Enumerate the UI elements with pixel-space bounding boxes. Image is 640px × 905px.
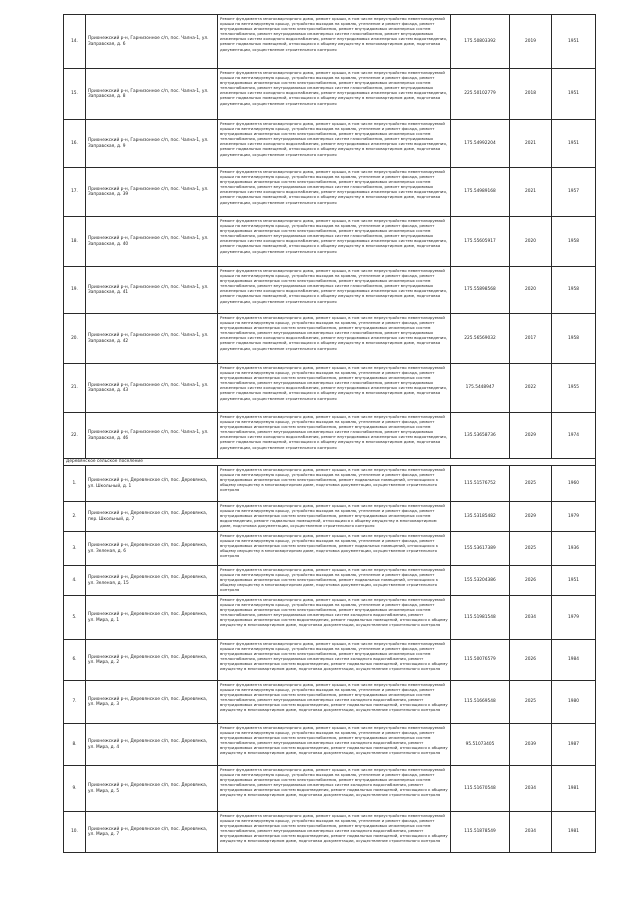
address-cell: Прионежский р-н, Гарнизонное с/п, пос. Чална-1, ул. Заправская, д. 46 — [86, 413, 218, 459]
table-row — [64, 364, 596, 413]
repair-year-cell: 2021 — [510, 168, 552, 217]
build-year-cell: 1981 — [552, 812, 596, 853]
cost-cell: 155.53617389 — [451, 532, 510, 566]
address-cell: Прионежский р-н, Гарнизонное с/п, пос. Чална-1, ул. Заправская, д. 42 — [86, 314, 218, 364]
repair-year-cell: 2034 — [510, 766, 552, 812]
address-cell: Прионежский р-н, Деревянское с/п, пос. Деревянка, ул. Зеленая, д. 15 — [86, 566, 218, 596]
cost-cell: 115.51576752 — [451, 466, 510, 502]
row-number: 4. — [64, 566, 86, 596]
address-cell: Прионежский р-н, Гарнизонное с/п, пос. Чална-1, ул. Заправская, д. 8 — [86, 69, 218, 120]
address-cell: Прионежский р-н, Деревянское с/п, пос. Деревянка, ул. Мира, д. 3 — [86, 681, 218, 724]
build-year-cell: 1974 — [552, 413, 596, 459]
build-year-cell: 1951 — [552, 69, 596, 120]
table-row — [64, 766, 596, 812]
cost-cell: 115.51670548 — [451, 766, 510, 812]
table-row — [64, 217, 596, 267]
address-cell: Прионежский р-н, Гарнизонное с/п, пос. Чална-1, ул. Заправская, д. 39 — [86, 168, 218, 217]
address-cell: Прионежский р-н, Деревянское с/п, пос. Деревянка, ул. Мира, д. 2 — [86, 640, 218, 681]
build-year-cell: 1936 — [552, 532, 596, 566]
build-year-cell: 1951 — [552, 15, 596, 69]
table-row — [64, 812, 596, 853]
address-cell: Прионежский р-н, Гарнизонное с/п, пос. Чална-1, ул. Заправская, д. 40 — [86, 217, 218, 267]
repair-year-cell: 2017 — [510, 314, 552, 364]
work-description-cell: Ремонт фундамента многоквартирного дома, ремонт крыши, в том числе переустройство невентилируемой крыши на вентилируемую крышу, устройство выходов на кровлю, утепление и ремонт фасада, ремонт внутридомовых инженерных систем электроснабжения, ремонт внутридомовых инженерных систем теплоснабжения, ремонт внутридомовых инженерных систем холодного водоснабжения, ремонт внутридомовых инженерных систем водоотведения, ремонт подвальных помещений, относящихся к общему имуществу в многоквартирном доме, подготовка документации, осуществление строительного контроля — [218, 766, 451, 812]
row-number: 14. — [64, 15, 86, 69]
cost-cell: 175.54989168 — [451, 168, 510, 217]
cost-cell: 175.54992204 — [451, 120, 510, 168]
cost-cell: 95.51073405 — [451, 724, 510, 766]
repair-year-cell: 2039 — [510, 724, 552, 766]
address-cell: Прионежский р-н, Деревянское с/п, пос. Деревянка, ул. Мира, д. 1 — [86, 596, 218, 640]
table-row — [64, 267, 596, 314]
build-year-cell: 1958 — [552, 314, 596, 364]
table-row — [64, 168, 596, 217]
repair-year-cell: 2029 — [510, 413, 552, 459]
work-description-cell: Ремонт фундамента многоквартирного дома, ремонт крыши, в том числе переустройство невентилируемой крыши на вентилируемую крышу, устройство выходов на кровлю, утепление и ремонт фасада, ремонт внутридомовых инженерных систем электроснабжения, ремонт внутридомовых инженерных систем теплоснабжения, ремонт внутридомовых инженерных систем холодного водоснабжения, ремонт внутридомовых инженерных систем водоотведения, ремонт подвальных помещений, относящихся к общему имуществу в многоквартирном доме, подготовка документации, осуществление строительного контроля — [218, 681, 451, 724]
repair-year-cell: 2019 — [510, 15, 552, 69]
work-description-cell: Ремонт фундамента многоквартирного дома, ремонт крыши, в том числе переустройство невентилируемой крыши на вентилируемую крышу, устройство выходов на кровлю, утепление и ремонт фасада, ремонт внутридомовых инженерных систем электроснабжения, ремонт внутридомовых инженерных систем теплоснабжения, ремонт внутридомовых инженерных систем газоснабжения, ремонт внутридомовых инженерных систем холодного водоснабжения, ремонт внутридомовых инженерных систем водоотведения, ремонт подвальных помещений, относящихся к общему имуществу в многоквартирном доме, подготовка документации, осуществление строительного контроля — [218, 217, 451, 267]
work-description-cell: Ремонт фундамента многоквартирного дома, ремонт крыши, в том числе переустройство невентилируемой крыши на вентилируемую крышу, устройство выходов на кровлю, утепление и ремонт фасада, ремонт внутридомовых инженерных систем электроснабжения, ремонт внутридомовых инженерных систем теплоснабжения, ремонт внутридомовых инженерных систем газоснабжения, ремонт внутридомовых инженерных систем холодного водоснабжения, ремонт внутридомовых инженерных систем водоотведения, ремонт подвальных помещений, относящихся к общему имуществу в многоквартирном доме, подготовка документации, осуществление строительного контроля — [218, 314, 451, 364]
repair-year-cell: 2020 — [510, 267, 552, 314]
cost-cell: 135.53658736 — [451, 413, 510, 459]
build-year-cell: 1958 — [552, 217, 596, 267]
work-description-cell: Ремонт фундамента многоквартирного дома, ремонт крыши, в том числе переустройство невентилируемой крыши на вентилируемую крышу, устройство выходов на кровлю, утепление и ремонт фасада, ремонт внутридомовых инженерных систем электроснабжения, ремонт внутридомовых инженерных систем теплоснабжения, ремонт внутридомовых инженерных систем газоснабжения, ремонт внутридомовых инженерных систем холодного водоснабжения, ремонт внутридомовых инженерных систем водоотведения, ремонт подвальных помещений, относящихся к общему имуществу в многоквартирном доме, подготовка документации, осуществление строительного контроля — [218, 267, 451, 314]
work-description-cell: Ремонт фундамента многоквартирного дома, ремонт крыши, в том числе переустройство невентилируемой крыши на вентилируемую крышу, устройство выходов на кровлю, утепление и ремонт фасада, ремонт внутридомовых инженерных систем электроснабжения, ремонт внутридомовых инженерных систем теплоснабжения, ремонт внутридомовых инженерных систем газоснабжения, ремонт внутридомовых инженерных систем холодного водоснабжения, ремонт внутридомовых инженерных систем водоотведения, ремонт подвальных помещений, относящихся к общему имуществу в многоквартирном доме, подготовка документации, осуществление строительного контроля — [218, 69, 451, 120]
row-number: 16. — [64, 120, 86, 168]
work-description-cell: Ремонт фундамента многоквартирного дома, ремонт крыши, в том числе переустройство невентилируемой крыши на вентилируемую крышу, устройство выходов на кровлю, утепление и ремонт фасада, ремонт внутридомовых инженерных систем электроснабжения, ремонт внутридомовых инженерных систем теплоснабжения, ремонт внутридомовых инженерных систем холодного водоснабжения, ремонт внутридомовых инженерных систем водоотведения, ремонт подвальных помещений, относящихся к общему имуществу в многоквартирном доме, подготовка документации, осуществление строительного контроля — [218, 596, 451, 640]
row-number: 3. — [64, 532, 86, 566]
cost-cell: 175.55605917 — [451, 217, 510, 267]
repair-year-cell: 2026 — [510, 640, 552, 681]
build-year-cell: 1955 — [552, 364, 596, 413]
work-description-cell: Ремонт фундамента многоквартирного дома, ремонт крыши, в том числе переустройство невентилируемой крыши на вентилируемую крышу, устройство выходов на кровлю, утепление и ремонт фасада, ремонт внутридомовых инженерных систем электроснабжения, ремонт внутридомовых инженерных систем теплоснабжения, ремонт внутридомовых инженерных систем газоснабжения, ремонт внутридомовых инженерных систем холодного водоснабжения, ремонт внутридомовых инженерных систем водоотведения, ремонт подвальных помещений, относящихся к общему имуществу в многоквартирном доме, подготовка документации, осуществление строительного контроля — [218, 168, 451, 217]
work-description-cell: Ремонт фундамента многоквартирного дома, ремонт крыши, в том числе переустройство невентилируемой крыши на вентилируемую крышу, устройство выходов на кровлю, утепление и ремонт фасада, ремонт внутридомовых инженерных систем электроснабжения, ремонт внутридомовых инженерных систем теплоснабжения, ремонт внутридомовых инженерных систем газоснабжения, ремонт внутридомовых инженерных систем холодного водоснабжения, ремонт внутридомовых инженерных систем водоотведения, ремонт подвальных помещений, относящихся к общему имуществу в многоквартирном доме, подготовка документации, осуществление строительного контроля — [218, 413, 451, 459]
repair-year-cell: 2029 — [510, 502, 552, 532]
table-row — [64, 566, 596, 596]
row-number: 2. — [64, 502, 86, 532]
address-cell: Прионежский р-н, Деревянское с/п, пос. Деревянка, ул. Мира, д. 4 — [86, 724, 218, 766]
table-row — [64, 69, 596, 120]
work-description-cell: Ремонт фундамента многоквартирного дома, ремонт крыши, в том числе переустройство невентилируемой крыши на вентилируемую крышу, устройство выходов на кровлю, утепление и ремонт фасада, ремонт внутридомовых инженерных систем электроснабжения, ремонт внутридомовых инженерных систем водоотведения, ремонт подвальных помещений, относящихся к общему имуществу в многоквартирном доме, подготовка документации, осуществление строительного контроля — [218, 502, 451, 532]
build-year-cell: 1987 — [552, 724, 596, 766]
work-description-cell: Ремонт фундамента многоквартирного дома, ремонт крыши, в том числе переустройство невентилируемой крыши на вентилируемую крышу, устройство выходов на кровлю, утепление и ремонт фасада, ремонт внутридомовых инженерных систем электроснабжения, ремонт внутридомовых инженерных систем теплоснабжения, ремонт внутридомовых инженерных систем холодного водоснабжения, ремонт внутридомовых инженерных систем водоотведения, ремонт подвальных помещений, относящихся к общему имуществу в многоквартирном доме, подготовка документации, осуществление строительного контроля — [218, 812, 451, 853]
cost-cell: 115.51878549 — [451, 812, 510, 853]
repair-year-cell: 2018 — [510, 69, 552, 120]
address-cell: Прионежский р-н, Гарнизонное с/п, пос. Чална-1, ул. Заправская, д. 9 — [86, 120, 218, 168]
row-number: 1. — [64, 466, 86, 502]
address-cell: Прионежский р-н, Деревянское с/п, пос. Деревянка, ул. Мира, д. 5 — [86, 766, 218, 812]
build-year-cell: 1981 — [552, 766, 596, 812]
address-cell: Прионежский р-н, Гарнизонное с/п, пос. Чална-1, ул. Заправская, д. 41 — [86, 267, 218, 314]
address-cell: Прионежский р-н, Деревянское с/п, пос. Деревянка, ул. Зеленая, д. 6 — [86, 532, 218, 566]
row-number: 17. — [64, 168, 86, 217]
section-label: Деревянское сельское поселение — [64, 459, 596, 466]
cost-cell: 155.53204386 — [451, 566, 510, 596]
cost-cell: 175.5448947 — [451, 364, 510, 413]
table-row — [64, 15, 596, 69]
address-cell: Прионежский р-н, Гарнизонное с/п, пос. Чална-1, ул. Заправская, д. 43 — [86, 364, 218, 413]
work-description-cell: Ремонт фундамента многоквартирного дома, ремонт крыши, в том числе переустройство невентилируемой крыши на вентилируемую крышу, устройство выходов на кровлю, утепление и ремонт фасада, ремонт внутридомовых инженерных систем электроснабжения, ремонт внутридомовых инженерных систем теплоснабжения, ремонт внутридомовых инженерных систем холодного водоснабжения, ремонт внутридомовых инженерных систем водоотведения, ремонт подвальных помещений, относящихся к общему имуществу в многоквартирном доме, подготовка документации, осуществление строительного контроля — [218, 724, 451, 766]
row-number: 9. — [64, 766, 86, 812]
table-row — [64, 596, 596, 640]
build-year-cell: 1951 — [552, 566, 596, 596]
work-description-cell: Ремонт фундамента многоквартирного дома, ремонт крыши, в том числе переустройство невентилируемой крыши на вентилируемую крышу, устройство выходов на кровлю, утепление и ремонт фасада, ремонт внутридомовых инженерных систем электроснабжения, ремонт внутридомовых инженерных систем теплоснабжения, ремонт внутридомовых инженерных систем газоснабжения, ремонт внутридомовых инженерных систем холодного водоснабжения, ремонт внутридомовых инженерных систем водоотведения, ремонт подвальных помещений, относящихся к общему имуществу в многоквартирном доме, подготовка документации, осуществление строительного контроля — [218, 15, 451, 69]
repair-year-cell: 2021 — [510, 120, 552, 168]
build-year-cell: 1979 — [552, 596, 596, 640]
repair-year-cell: 2020 — [510, 217, 552, 267]
row-number: 18. — [64, 217, 86, 267]
build-year-cell: 1980 — [552, 681, 596, 724]
row-number: 21. — [64, 364, 86, 413]
table-row — [64, 502, 596, 532]
address-cell: Прионежский р-н, Гарнизонное с/п, пос. Чална-1, ул. Заправская, д. 6 — [86, 15, 218, 69]
repair-year-cell: 2034 — [510, 812, 552, 853]
row-number: 20. — [64, 314, 86, 364]
section-row — [64, 459, 596, 466]
cost-cell: 175.55898568 — [451, 267, 510, 314]
table-row — [64, 681, 596, 724]
row-number: 19. — [64, 267, 86, 314]
table-row — [64, 640, 596, 681]
cost-cell: 115.51981548 — [451, 596, 510, 640]
row-number: 8. — [64, 724, 86, 766]
row-number: 22. — [64, 413, 86, 459]
build-year-cell: 1960 — [552, 466, 596, 502]
repair-year-cell: 2022 — [510, 364, 552, 413]
table-row — [64, 532, 596, 566]
row-number: 7. — [64, 681, 86, 724]
repair-year-cell: 2025 — [510, 681, 552, 724]
work-description-cell: Ремонт фундамента многоквартирного дома, ремонт крыши, в том числе переустройство невентилируемой крыши на вентилируемую крышу, устройство выходов на кровлю, утепление и ремонт фасада, ремонт внутридомовых инженерных систем электроснабжения, ремонт внутридомовых инженерных систем теплоснабжения, ремонт внутридомовых инженерных систем газоснабжения, ремонт внутридомовых инженерных систем холодного водоснабжения, ремонт внутридомовых инженерных систем водоотведения, ремонт подвальных помещений, относящихся к общему имуществу в многоквартирном доме, подготовка документации, осуществление строительного контроля — [218, 364, 451, 413]
table-row — [64, 466, 596, 502]
work-description-cell: Ремонт фундамента многоквартирного дома, ремонт крыши, в том числе переустройство невентилируемой крыши на вентилируемую крышу, устройство выходов на кровлю, утепление и ремонт фасада, ремонт внутридомовых инженерных систем электроснабжения, ремонт внутридомовых инженерных систем теплоснабжения, ремонт внутридомовых инженерных систем холодного водоснабжения, ремонт внутридомовых инженерных систем водоотведения, ремонт подвальных помещений, относящихся к общему имуществу в многоквартирном доме, подготовка документации, осуществление строительного контроля — [218, 640, 451, 681]
cost-cell: 115.51669548 — [451, 681, 510, 724]
cost-cell: 225.50102779 — [451, 69, 510, 120]
work-description-cell: Ремонт фундамента многоквартирного дома, ремонт крыши, в том числе переустройство невентилируемой крыши на вентилируемую крышу, устройство выходов на кровлю, утепление и ремонт фасада, ремонт внутридомовых инженерных систем электроснабжения, ремонт подвальных помещений, относящихся к общему имуществу в многоквартирном доме, подготовка документации, осуществление строительного контроля — [218, 566, 451, 596]
build-year-cell: 1979 — [552, 502, 596, 532]
build-year-cell: 1984 — [552, 640, 596, 681]
table-row — [64, 413, 596, 459]
repair-year-cell: 2025 — [510, 466, 552, 502]
cost-cell: 175.50803392 — [451, 15, 510, 69]
address-cell: Прионежский р-н, Деревянское с/п, пос. Деревянка, ул. Школьный, д. 1 — [86, 466, 218, 502]
build-year-cell: 1951 — [552, 120, 596, 168]
work-description-cell: Ремонт фундамента многоквартирного дома, ремонт крыши, в том числе переустройство невентилируемой крыши на вентилируемую крышу, устройство выходов на кровлю, утепление и ремонт фасада, ремонт внутридомовых инженерных систем электроснабжения, ремонт подвальных помещений, относящихся к общему имуществу в многоквартирном доме, подготовка документации, осуществление строительного контроля — [218, 532, 451, 566]
cost-cell: 115.50076579 — [451, 640, 510, 681]
cost-cell: 225.56569032 — [451, 314, 510, 364]
repair-program-table — [63, 14, 596, 853]
cost-cell: 135.53185482 — [451, 502, 510, 532]
row-number: 5. — [64, 596, 86, 640]
repair-year-cell: 2026 — [510, 566, 552, 596]
build-year-cell: 1957 — [552, 168, 596, 217]
row-number: 6. — [64, 640, 86, 681]
table-row — [64, 120, 596, 168]
address-cell: Прионежский р-н, Деревянское с/п, пос. Деревянка, пер. Школьный, д. 7 — [86, 502, 218, 532]
table-row — [64, 314, 596, 364]
work-description-cell: Ремонт фундамента многоквартирного дома, ремонт крыши, в том числе переустройство невентилируемой крыши на вентилируемую крышу, устройство выходов на кровлю, утепление и ремонт фасада, ремонт внутридомовых инженерных систем электроснабжения, ремонт подвальных помещений, относящихся к общему имуществу в многоквартирном доме, подготовка документации, осуществление строительного контроля — [218, 466, 451, 502]
row-number: 15. — [64, 69, 86, 120]
table-row — [64, 724, 596, 766]
build-year-cell: 1958 — [552, 267, 596, 314]
repair-year-cell: 2034 — [510, 596, 552, 640]
row-number: 10. — [64, 812, 86, 853]
repair-year-cell: 2025 — [510, 532, 552, 566]
address-cell: Прионежский р-н, Деревянское с/п, пос. Деревянка, ул. Мира, д. 7 — [86, 812, 218, 853]
work-description-cell: Ремонт фундамента многоквартирного дома, ремонт крыши, в том числе переустройство невентилируемой крыши на вентилируемую крышу, устройство выходов на кровлю, утепление и ремонт фасада, ремонт внутридомовых инженерных систем электроснабжения, ремонт внутридомовых инженерных систем теплоснабжения, ремонт внутридомовых инженерных систем газоснабжения, ремонт внутридомовых инженерных систем холодного водоснабжения, ремонт внутридомовых инженерных систем водоотведения, ремонт подвальных помещений, относящихся к общему имуществу в многоквартирном доме, подготовка документации, осуществление строительного контроля — [218, 120, 451, 168]
